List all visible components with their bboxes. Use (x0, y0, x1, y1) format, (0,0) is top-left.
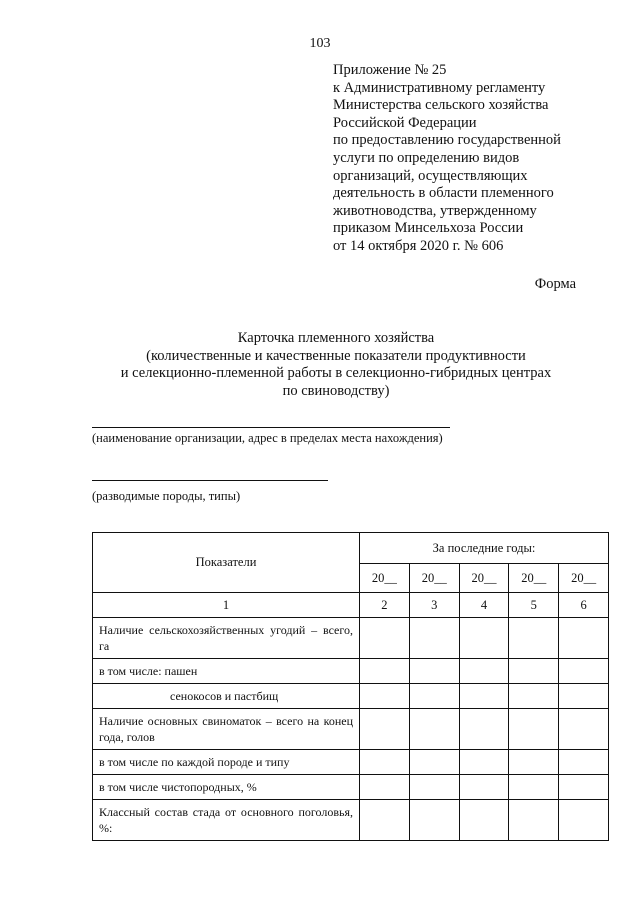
value-cell[interactable] (409, 750, 459, 775)
value-cell[interactable] (409, 684, 459, 709)
value-cell[interactable] (559, 800, 609, 841)
appendix-block (333, 62, 623, 256)
column-number: 5 (509, 593, 559, 618)
indicators-table (92, 532, 609, 841)
value-cell[interactable] (509, 709, 559, 750)
title-line: (количественные и качественные показатели продуктивности (146, 347, 526, 364)
indicators-header: Показатели (93, 533, 360, 593)
table-row (93, 750, 609, 775)
title-line: Карточка племенного хозяйства (237, 330, 435, 346)
column-number: 6 (559, 593, 609, 618)
year-cell[interactable]: 20__ (509, 564, 559, 593)
year-cell[interactable]: 20__ (559, 564, 609, 593)
years-header: За последние годы: (360, 533, 609, 564)
value-cell[interactable] (409, 775, 459, 800)
table-row (93, 684, 609, 709)
row-label: Наличие сельскохозяйственных угодий – всего, га (93, 618, 360, 659)
value-cell[interactable] (509, 800, 559, 841)
value-cell[interactable] (459, 800, 509, 841)
year-cell[interactable]: 20__ (409, 564, 459, 593)
row-label: в том числе чистопородных, % (93, 775, 360, 800)
table-row (93, 775, 609, 800)
value-cell[interactable] (559, 659, 609, 684)
row-label: сенокосов и пастбищ (93, 684, 360, 709)
column-number: 4 (459, 593, 509, 618)
title-line: по свиноводству) (282, 382, 390, 399)
row-label: Классный состав стада от основного поголовья, %: (93, 800, 360, 841)
value-cell[interactable] (559, 750, 609, 775)
appendix-line: услуги по определению видов (333, 149, 520, 166)
table-row (93, 659, 609, 684)
card-title (0, 330, 640, 400)
appendix-line: Российской Федерации (333, 114, 477, 131)
appendix-line: от 14 октября 2020 г. № 606 (333, 237, 504, 254)
row-label: Наличие основных свиноматок – всего на конец года, голов (93, 709, 360, 750)
value-cell[interactable] (559, 618, 609, 659)
value-cell[interactable] (459, 659, 509, 684)
value-cell[interactable] (360, 709, 410, 750)
value-cell[interactable] (360, 800, 410, 841)
year-cell[interactable]: 20__ (360, 564, 410, 593)
page-number: 103 (309, 36, 331, 51)
value-cell[interactable] (409, 618, 459, 659)
title-line: и селекционно-племенной работы в селекционно-гибридных центрах (120, 365, 552, 381)
appendix-line: животноводства, утвержденному (333, 202, 537, 219)
value-cell[interactable] (360, 775, 410, 800)
form-label: Форма (534, 276, 576, 292)
row-label: в том числе по каждой породе и типу (93, 750, 360, 775)
value-cell[interactable] (559, 684, 609, 709)
org-caption: (наименование организации, адрес в пределах места нахождения) (92, 431, 443, 445)
column-number: 3 (409, 593, 459, 618)
value-cell[interactable] (509, 618, 559, 659)
breeds-caption: (разводимые породы, типы) (92, 489, 241, 503)
value-cell[interactable] (459, 709, 509, 750)
value-cell[interactable] (459, 684, 509, 709)
value-cell[interactable] (559, 775, 609, 800)
appendix-line: приказом Минсельхоза России (333, 220, 524, 237)
appendix-line: Приложение № 25 (333, 62, 447, 78)
value-cell[interactable] (409, 659, 459, 684)
value-cell[interactable] (459, 775, 509, 800)
value-cell[interactable] (509, 684, 559, 709)
appendix-line: организаций, осуществляющих (333, 167, 528, 184)
appendix-line: деятельность в области племенного (333, 185, 554, 202)
appendix-line: по предоставлению государственной (333, 132, 561, 149)
table-row (93, 709, 609, 750)
org-fill-line[interactable] (92, 427, 450, 428)
year-cell[interactable]: 20__ (459, 564, 509, 593)
value-cell[interactable] (409, 800, 459, 841)
value-cell[interactable] (509, 750, 559, 775)
breeds-fill-line[interactable] (92, 480, 328, 481)
value-cell[interactable] (409, 709, 459, 750)
value-cell[interactable] (360, 618, 410, 659)
value-cell[interactable] (509, 659, 559, 684)
row-label: в том числе: пашен (93, 659, 360, 684)
table-row (93, 618, 609, 659)
value-cell[interactable] (360, 659, 410, 684)
table-row (93, 800, 609, 841)
column-number: 1 (93, 593, 360, 618)
value-cell[interactable] (559, 709, 609, 750)
column-number: 2 (360, 593, 410, 618)
appendix-line: к Административному регламенту (333, 79, 546, 96)
value-cell[interactable] (360, 750, 410, 775)
appendix-line: Министерства сельского хозяйства (333, 97, 549, 114)
value-cell[interactable] (360, 684, 410, 709)
value-cell[interactable] (509, 775, 559, 800)
value-cell[interactable] (459, 618, 509, 659)
value-cell[interactable] (459, 750, 509, 775)
